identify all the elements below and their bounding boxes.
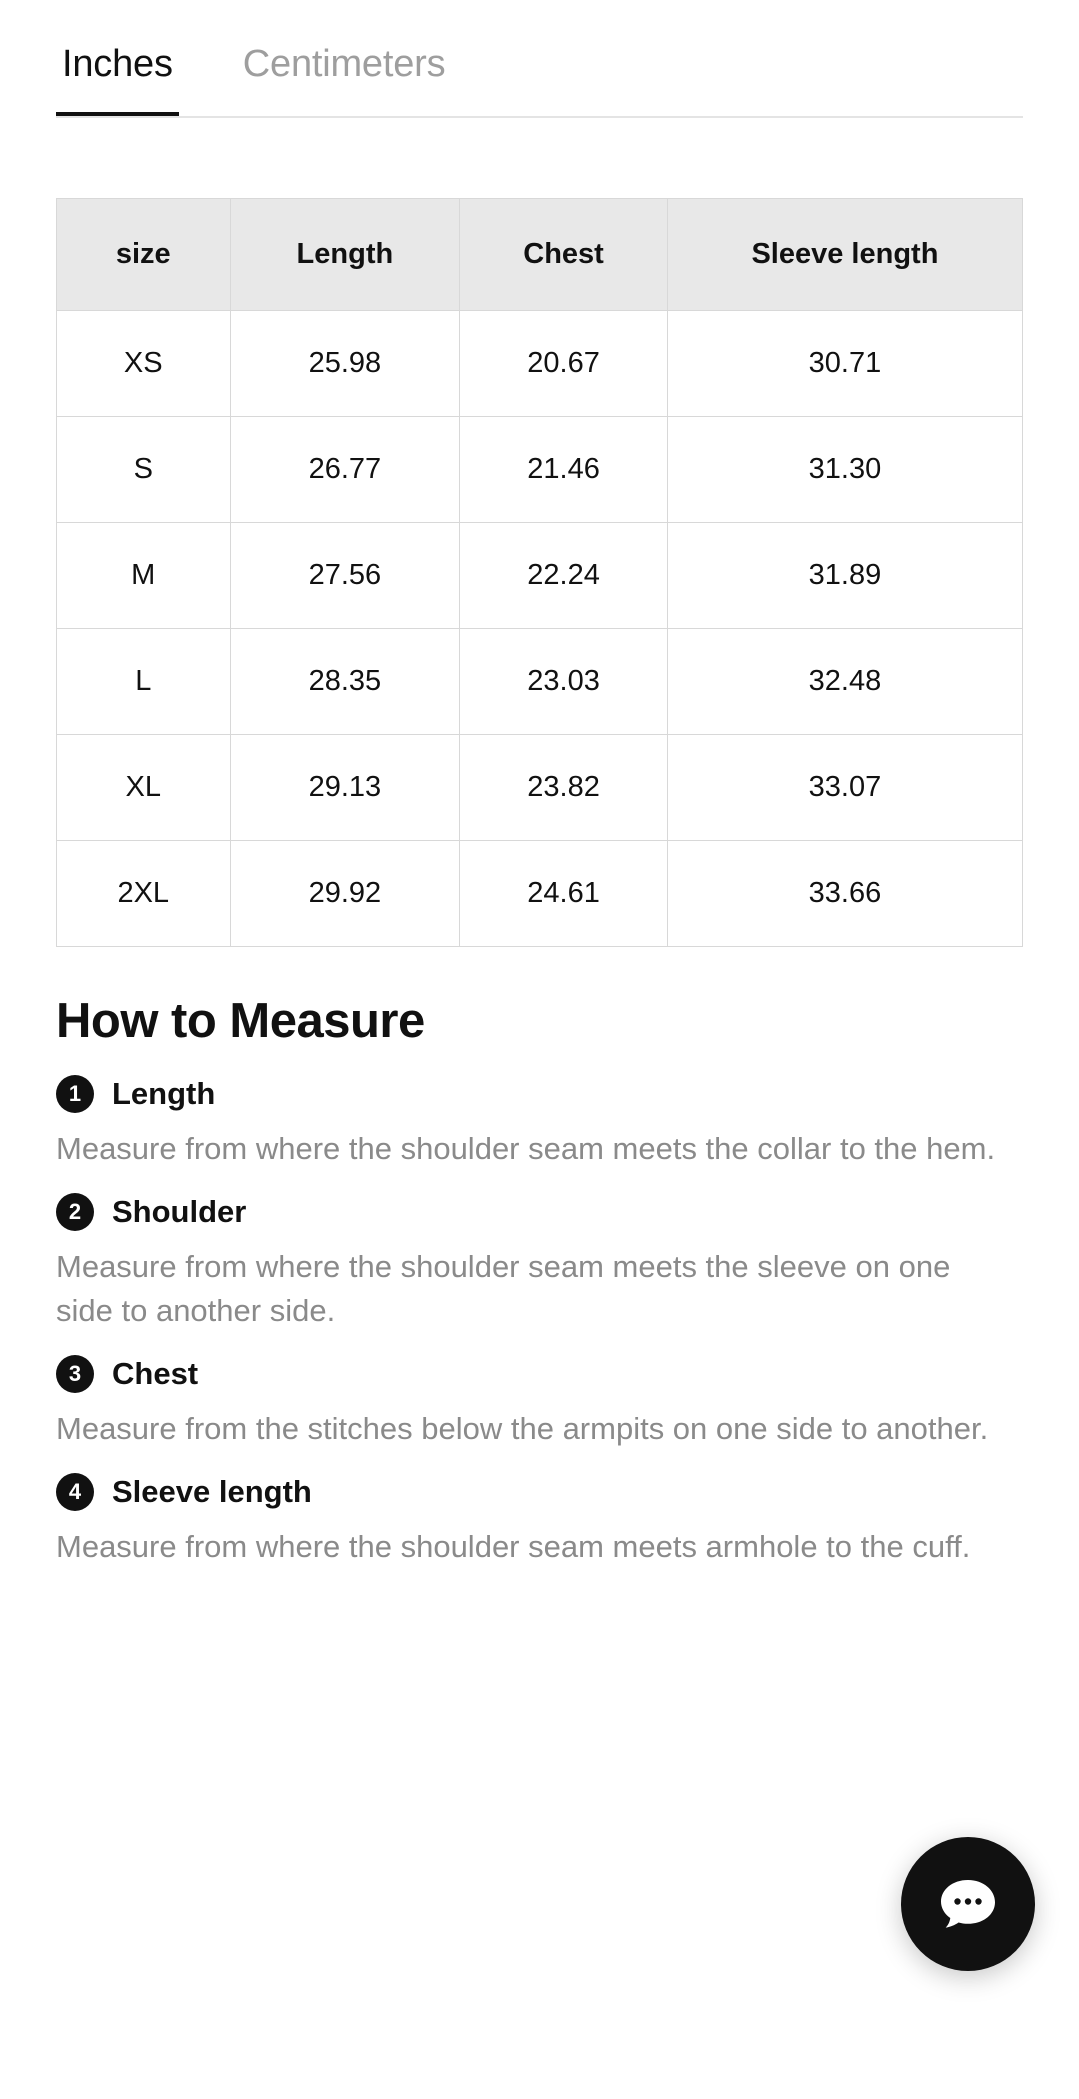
cell-sleeve-length: 33.66 [667,840,1022,946]
cell-size: 2XL [57,840,231,946]
measure-step-3 [56,1355,1023,1451]
step-number-badge: 1 [56,1075,94,1113]
step-header [56,1355,1023,1393]
cell-size: S [57,416,231,522]
step-description: Measure from where the shoulder seam meets the collar to the hem. [56,1130,996,1166]
cell-chest: 20.67 [460,310,668,416]
tab-inches[interactable]: Inches [56,30,179,118]
size-chart-table [56,198,1023,947]
step-label: Sleeve length [112,1473,312,1509]
cell-chest: 24.61 [460,840,668,946]
chat-support-button[interactable] [901,1837,1035,1971]
step-header [56,1075,1023,1113]
size-chart-table-wrapper [56,198,1023,947]
cell-sleeve-length: 30.71 [667,310,1022,416]
cell-chest: 23.82 [460,734,668,840]
cell-sleeve-length: 31.30 [667,416,1022,522]
table-row [57,310,1023,416]
step-description: Measure from where the shoulder seam meets the sleeve on one side to another side. [56,1248,951,1328]
page-title: How to Measure [56,993,425,1048]
cell-length: 28.35 [230,628,460,734]
cell-chest: 22.24 [460,522,668,628]
cell-sleeve-length: 32.48 [667,628,1022,734]
cell-chest: 23.03 [460,628,668,734]
column-header-size: size [57,198,231,310]
step-number-badge: 4 [56,1473,94,1511]
cell-length: 25.98 [230,310,460,416]
tab-bar [0,0,1079,118]
cell-chest: 21.46 [460,416,668,522]
table-header-row [57,198,1023,310]
column-header-length: Length [230,198,460,310]
table-row [57,840,1023,946]
step-description: Measure from the stitches below the armpits on one side to another. [56,1410,989,1446]
column-header-chest: Chest [460,198,668,310]
cell-length: 29.13 [230,734,460,840]
cell-size: XS [57,310,231,416]
table-row [57,522,1023,628]
tab-divider [56,116,1023,118]
step-number-badge: 2 [56,1193,94,1231]
cell-length: 26.77 [230,416,460,522]
cell-size: L [57,628,231,734]
step-label: Shoulder [112,1193,247,1229]
cell-sleeve-length: 31.89 [667,522,1022,628]
step-header [56,1473,1023,1511]
table-row [57,734,1023,840]
cell-length: 29.92 [230,840,460,946]
step-number-badge: 3 [56,1355,94,1393]
step-description: Measure from where the shoulder seam meets armhole to the cuff. [56,1528,971,1564]
unit-tabs [56,0,1023,118]
measure-step-1 [56,1075,1023,1171]
cell-length: 27.56 [230,522,460,628]
step-label: Length [112,1075,216,1111]
column-header-sleeve-length: Sleeve length [667,198,1022,310]
chat-bubble-icon [937,1876,999,1932]
cell-size: XL [57,734,231,840]
measure-step-4 [56,1473,1023,1569]
table-row [57,628,1023,734]
cell-sleeve-length: 33.07 [667,734,1022,840]
measure-step-2 [56,1193,1023,1333]
step-header [56,1193,1023,1231]
tab-centimeters[interactable]: Centimeters [237,30,452,118]
step-label: Chest [112,1355,199,1391]
cell-size: M [57,522,231,628]
table-row [57,416,1023,522]
